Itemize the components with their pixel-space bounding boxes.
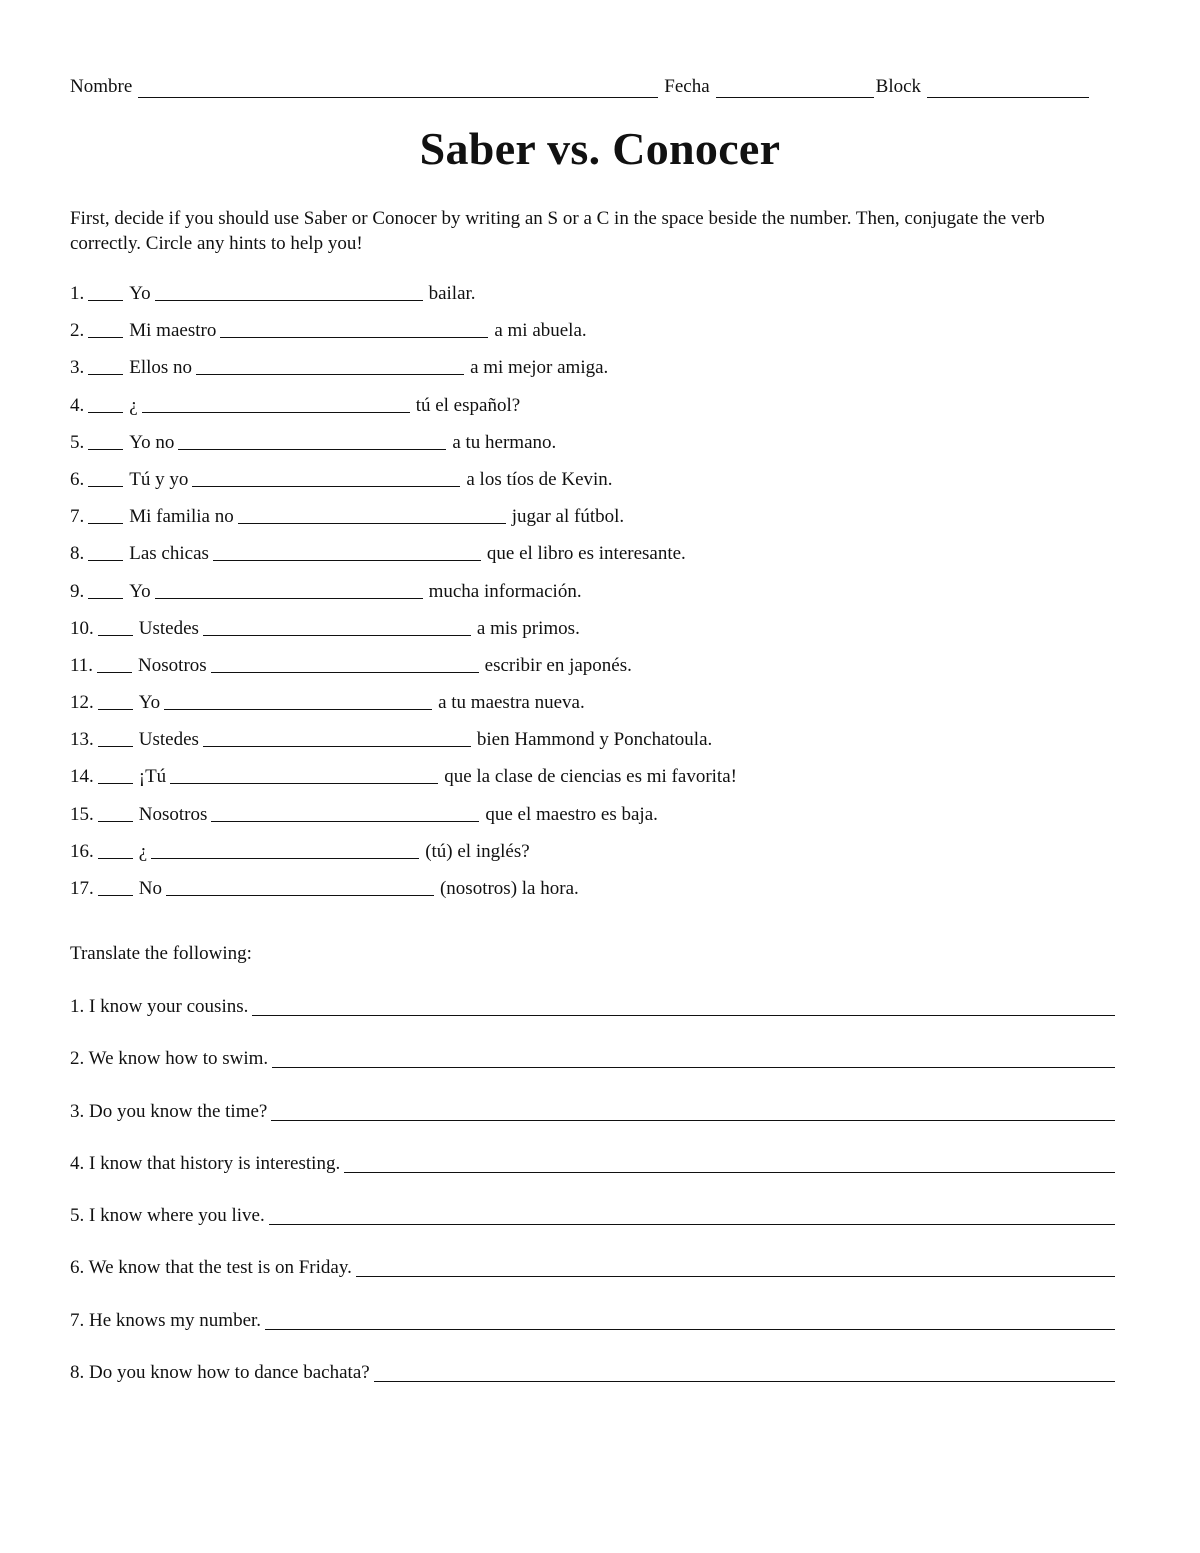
item-subject: Mi maestro — [129, 320, 217, 342]
translation-prompt: 1. I know your cousins. — [70, 996, 249, 1017]
conjugation-blank[interactable] — [196, 356, 464, 375]
translation-item — [70, 1204, 1115, 1256]
conjugation-blank[interactable] — [211, 803, 479, 822]
sc-choice-blank[interactable] — [98, 728, 133, 747]
exercise-item — [70, 691, 1130, 728]
item-number: 17. — [70, 878, 94, 899]
exercise-item — [70, 431, 1130, 468]
conjugation-blank[interactable] — [178, 431, 446, 450]
conjugation-blank[interactable] — [213, 542, 481, 561]
exercise-item — [70, 654, 1130, 691]
translation-answer-blank[interactable] — [269, 1204, 1115, 1225]
page-title: Saber vs. Conocer — [419, 123, 781, 174]
item-number: 9. — [70, 580, 85, 602]
translation-item — [70, 1100, 1115, 1152]
name-blank[interactable] — [138, 79, 658, 98]
conjugation-blank[interactable] — [192, 468, 460, 487]
item-completion: bailar. — [428, 283, 476, 304]
item-subject: ¡Tú — [138, 766, 167, 788]
item-subject: Nosotros — [138, 654, 207, 676]
exercise-item — [70, 356, 1130, 393]
item-completion: (nosotros) la hora. — [439, 878, 579, 899]
item-number: 15. — [70, 803, 94, 825]
exercise-item — [70, 840, 1130, 877]
translation-answer-blank[interactable] — [252, 995, 1115, 1016]
sc-choice-blank[interactable] — [98, 617, 133, 636]
conjugation-blank[interactable] — [142, 394, 410, 413]
exercise-item — [70, 394, 1130, 431]
conjugation-blank[interactable] — [203, 728, 471, 747]
translation-item — [70, 1047, 1115, 1099]
translation-item — [70, 1361, 1115, 1413]
block-label: Block — [875, 76, 922, 97]
exercise-item — [70, 468, 1130, 505]
item-completion: a mi mejor amiga. — [470, 357, 609, 379]
conjugation-blank[interactable] — [211, 654, 479, 673]
item-completion: mucha información. — [428, 580, 582, 602]
translation-prompt: 3. Do you know the time? — [70, 1100, 268, 1122]
translation-answer-blank[interactable] — [271, 1100, 1115, 1121]
item-subject: Yo — [138, 692, 161, 714]
item-subject: Mi familia no — [129, 506, 234, 528]
item-number: 8. — [70, 543, 85, 565]
translation-answer-blank[interactable] — [374, 1361, 1115, 1382]
exercise-item — [70, 282, 1130, 319]
conjugation-blank[interactable] — [203, 617, 471, 636]
sc-choice-blank[interactable] — [88, 468, 123, 487]
sc-choice-blank[interactable] — [98, 765, 133, 784]
conjugation-blank[interactable] — [166, 877, 434, 896]
item-number: 3. — [70, 357, 85, 379]
item-completion: a tu maestra nueva. — [438, 692, 585, 714]
item-number: 7. — [70, 506, 85, 528]
item-number: 12. — [70, 692, 94, 714]
item-number: 13. — [70, 729, 94, 751]
student-info-row — [70, 72, 1110, 98]
item-completion: tú el español? — [415, 394, 521, 416]
item-number: 1. — [70, 283, 85, 304]
translation-item — [70, 1309, 1115, 1361]
block-blank[interactable] — [927, 79, 1089, 98]
conjugation-blank[interactable] — [170, 765, 438, 784]
exercise-item — [70, 803, 1130, 840]
item-subject: ¿ — [129, 394, 138, 416]
item-number: 5. — [70, 431, 85, 453]
conjugation-blank[interactable] — [155, 282, 423, 301]
item-completion: (tú) el inglés? — [425, 840, 530, 862]
item-subject: Ustedes — [138, 729, 199, 751]
conjugation-blank[interactable] — [151, 840, 419, 859]
item-subject: Ustedes — [138, 617, 199, 639]
translation-answer-blank[interactable] — [265, 1309, 1115, 1330]
sc-choice-blank[interactable] — [88, 431, 123, 450]
sc-choice-blank[interactable] — [88, 282, 123, 301]
date-blank[interactable] — [716, 79, 874, 98]
item-completion: que el maestro es baja. — [485, 803, 658, 825]
sc-choice-blank[interactable] — [98, 840, 133, 859]
translation-answer-blank[interactable] — [272, 1047, 1115, 1068]
item-completion: a mi abuela. — [494, 320, 587, 342]
item-subject: ¿ — [138, 840, 148, 862]
translation-item — [70, 1256, 1115, 1308]
conjugation-blank[interactable] — [164, 691, 432, 710]
item-subject: No — [138, 878, 162, 899]
sc-choice-blank[interactable] — [88, 356, 123, 375]
translate-heading: Translate the following: — [70, 943, 252, 964]
exercise-item — [70, 580, 1130, 617]
date-label: Fecha — [664, 76, 710, 97]
item-completion: bien Hammond y Ponchatoula. — [476, 729, 713, 751]
item-completion: escribir en japonés. — [484, 654, 632, 676]
translation-items — [70, 995, 1115, 1413]
item-subject: Las chicas — [129, 543, 209, 565]
exercise-item — [70, 617, 1130, 654]
item-completion: que el libro es interesante. — [486, 543, 686, 565]
item-number: 10. — [70, 617, 94, 639]
sc-choice-blank[interactable] — [88, 542, 123, 561]
sc-choice-blank[interactable] — [98, 803, 133, 822]
item-completion: a los tíos de Kevin. — [466, 468, 613, 490]
item-number: 16. — [70, 840, 94, 862]
sc-choice-blank[interactable] — [98, 877, 133, 896]
item-subject: Yo — [129, 283, 151, 304]
translation-prompt: 8. Do you know how to dance bachata? — [70, 1362, 370, 1384]
translation-item — [70, 1152, 1115, 1204]
item-number: 2. — [70, 320, 85, 342]
translation-prompt: 7. He knows my number. — [70, 1309, 262, 1331]
name-label: Nombre — [70, 76, 133, 97]
translation-prompt: 2. We know how to swim. — [70, 1048, 269, 1070]
item-subject: Nosotros — [138, 803, 208, 825]
exercise-item — [70, 505, 1130, 542]
item-number: 6. — [70, 468, 85, 490]
sc-choice-blank[interactable] — [88, 394, 123, 413]
exercise-item — [70, 542, 1130, 579]
instructions: First, decide if you should use Saber or Conocer by writing an S or a C in the space beside the number. Then, conjugate the verb correctly. Circle any hints to help you! — [70, 208, 1045, 254]
item-completion: a mis primos. — [476, 617, 580, 639]
translation-prompt: 5. I know where you live. — [70, 1205, 265, 1227]
item-number: 4. — [70, 394, 85, 416]
conjugation-blank[interactable] — [220, 319, 488, 338]
translation-prompt: 4. I know that history is interesting. — [70, 1152, 341, 1174]
sc-choice-blank[interactable] — [97, 654, 132, 673]
translation-prompt: 6. We know that the test is on Friday. — [70, 1257, 352, 1279]
fill-in-items — [70, 282, 1130, 914]
sc-choice-blank[interactable] — [98, 691, 133, 710]
item-subject: Ellos no — [129, 357, 193, 379]
exercise-item — [70, 765, 1130, 802]
exercise-item — [70, 728, 1130, 765]
item-completion: a tu hermano. — [452, 431, 557, 453]
item-completion: que la clase de ciencias es mi favorita! — [444, 766, 737, 788]
translation-answer-blank[interactable] — [356, 1256, 1115, 1277]
item-subject: Tú y yo — [129, 468, 189, 490]
item-subject: Yo — [129, 580, 151, 602]
item-number: 11. — [70, 654, 94, 676]
sc-choice-blank[interactable] — [88, 319, 123, 338]
conjugation-blank[interactable] — [238, 505, 506, 524]
translation-item — [70, 995, 1115, 1047]
exercise-item — [70, 877, 1130, 914]
translation-answer-blank[interactable] — [344, 1152, 1115, 1173]
exercise-item — [70, 319, 1130, 356]
item-subject: Yo no — [129, 431, 175, 453]
item-completion: jugar al fútbol. — [511, 506, 625, 528]
item-number: 14. — [70, 766, 94, 788]
sc-choice-blank[interactable] — [88, 580, 123, 599]
conjugation-blank[interactable] — [155, 580, 423, 599]
sc-choice-blank[interactable] — [88, 505, 123, 524]
